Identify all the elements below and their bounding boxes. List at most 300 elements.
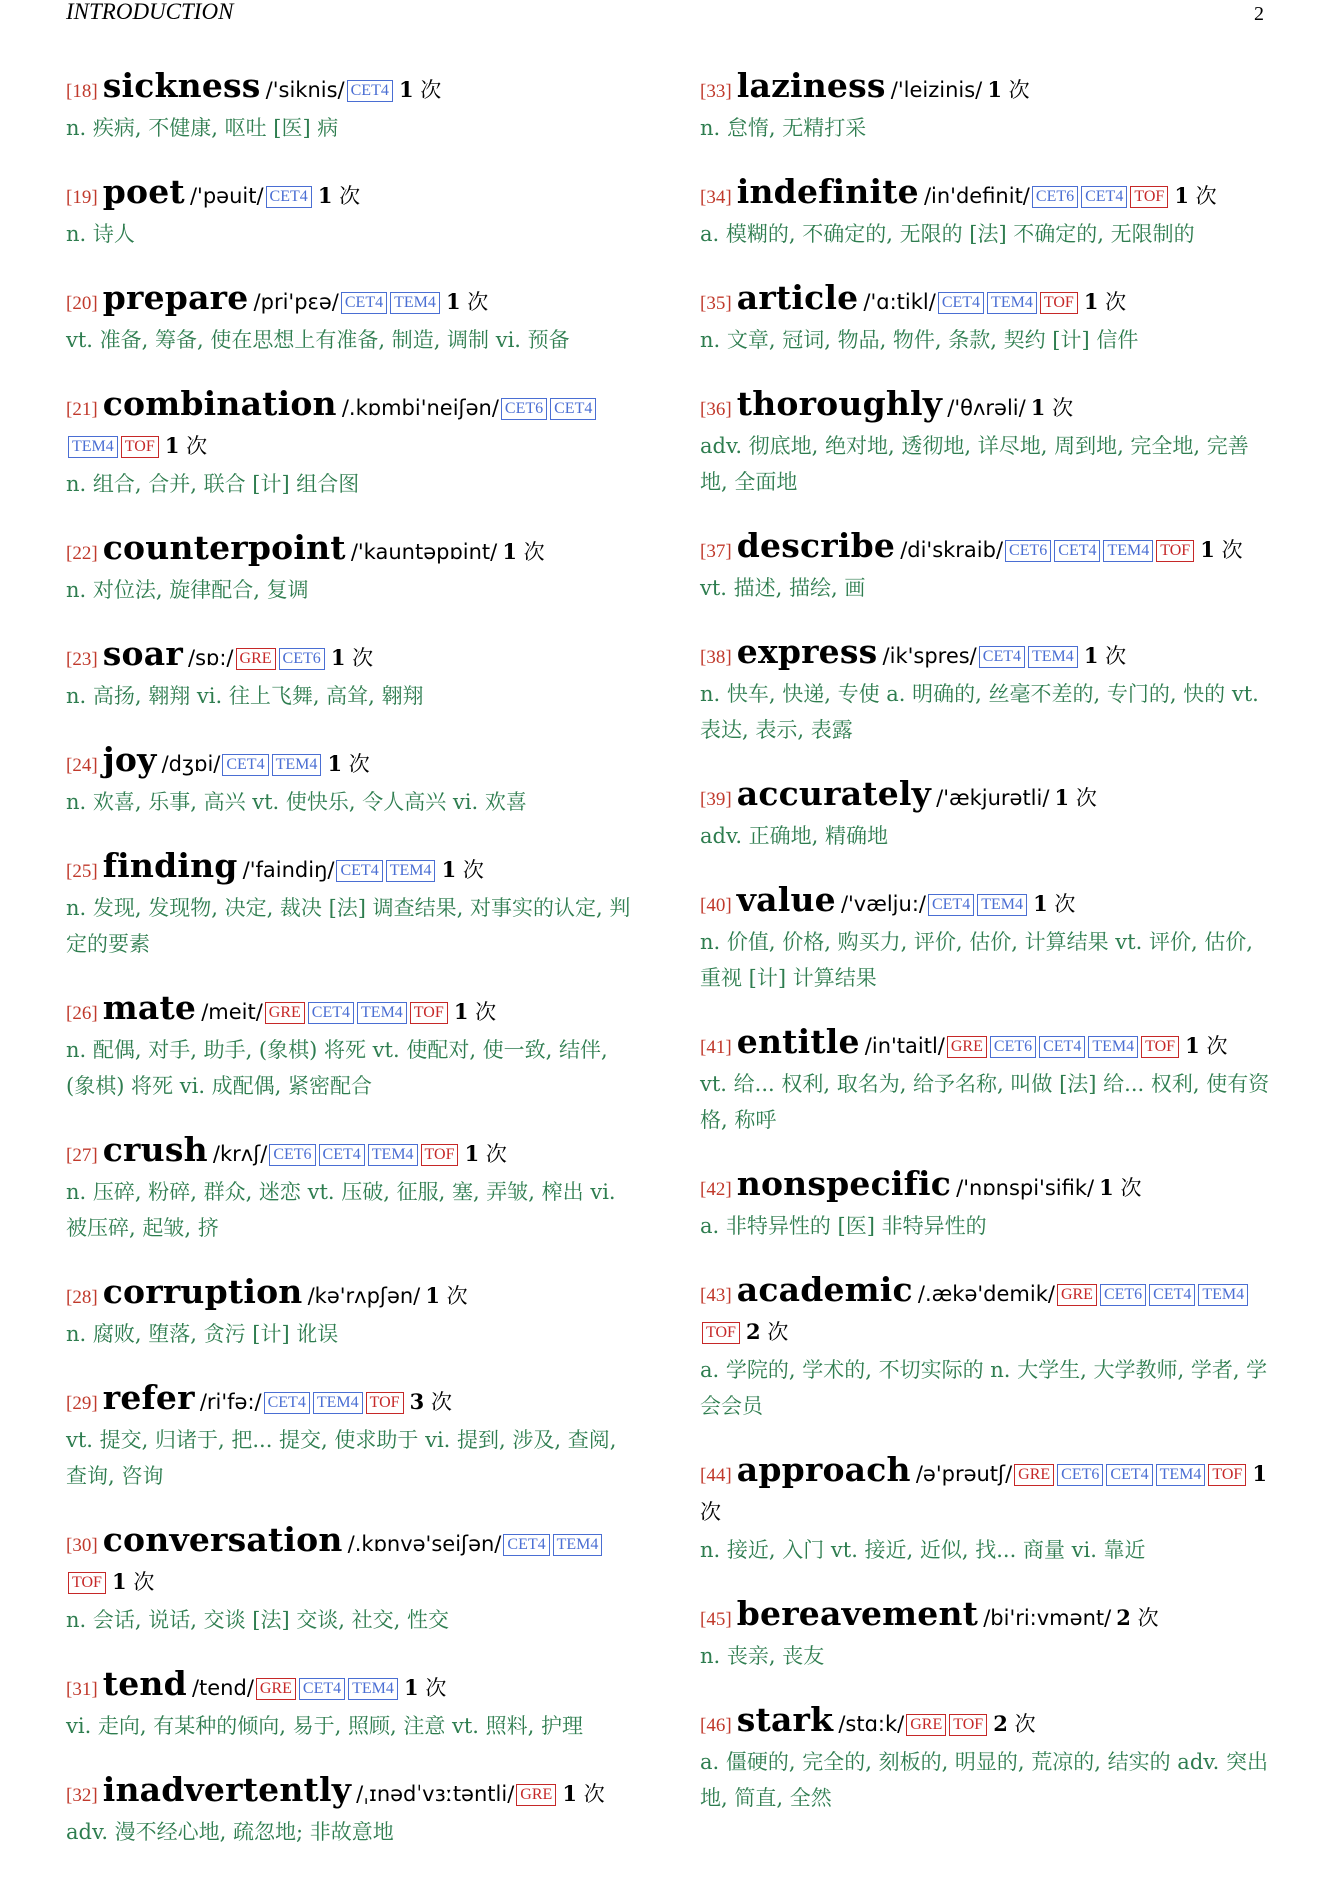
exam-tag: TOF [1208, 1464, 1246, 1486]
entry-number: [42] [700, 1179, 732, 1200]
count-number: 1 [1083, 643, 1099, 668]
exam-tag: TOF [1156, 540, 1194, 562]
exam-tag: TEM4 [977, 894, 1027, 916]
pronunciation: /'ɑ:tikl/ [863, 290, 936, 314]
exam-tag: CET6 [1057, 1464, 1103, 1486]
exam-tag: CET6 [1100, 1284, 1146, 1306]
headword: corruption [102, 1272, 303, 1311]
entry-number: [18] [66, 81, 98, 102]
headword: article [736, 278, 859, 317]
headword: inadvertently [102, 1770, 352, 1809]
exam-tag: CET6 [501, 398, 547, 420]
definition: n. 价值, 价格, 购买力, 评价, 估价, 计算结果 vt. 评价, 估价, 重视 [计] 计算结果 [700, 930, 1253, 990]
frequency-count [1084, 644, 1126, 668]
count-unit: 次 [420, 78, 442, 102]
count-number: 1 [1185, 1033, 1200, 1058]
frequency-count [1185, 1034, 1227, 1058]
count-number: 2 [1116, 1605, 1131, 1630]
entry-headline [66, 280, 634, 322]
frequency-count [327, 752, 369, 776]
count-number: 1 [398, 77, 414, 102]
exam-tag: TEM4 [272, 754, 322, 776]
entry-headline [700, 174, 1272, 216]
pronunciation: /'leizinis/ [890, 78, 983, 102]
count-unit: 次 [700, 1500, 721, 1524]
headword: crush [102, 1130, 208, 1169]
entry-headline [700, 1272, 1272, 1352]
exam-tag: CET4 [341, 292, 387, 314]
word-entry [700, 68, 1272, 146]
headword: sickness [102, 66, 261, 105]
entry-number: [44] [700, 1465, 732, 1486]
definition: n. 组合, 合并, 联合 [计] 组合图 [66, 472, 360, 496]
definition: n. 文章, 冠词, 物品, 物件, 条款, 契约 [计] 信件 [700, 328, 1139, 352]
frequency-count [404, 1676, 446, 1700]
count-unit: 次 [475, 1000, 497, 1024]
word-entry [700, 1166, 1272, 1244]
entry-number: [24] [66, 755, 98, 776]
exam-tag: CET4 [336, 860, 382, 882]
definition: a. 模糊的, 不确定的, 无限的 [法] 不确定的, 无限制的 [700, 222, 1195, 246]
count-unit: 次 [523, 540, 545, 564]
definition: vt. 给... 权利, 取名为, 给予名称, 叫做 [法] 给... 权利, 使有资格, 称呼 [700, 1072, 1270, 1132]
word-entry [66, 636, 634, 714]
exam-tag: TOF [121, 436, 159, 458]
word-entry [66, 990, 634, 1104]
entry-headline [700, 882, 1272, 924]
entry-headline [700, 1166, 1272, 1208]
pronunciation: /in'taitl/ [864, 1034, 945, 1058]
entry-number: [20] [66, 293, 98, 314]
entry-headline [66, 1522, 634, 1602]
exam-tag: TEM4 [68, 436, 118, 458]
exam-tag: CET4 [1054, 540, 1100, 562]
exam-tag: GRE [1057, 1284, 1097, 1306]
entry-number: [23] [66, 649, 98, 670]
entry-headline [700, 1452, 1272, 1532]
entry-headline [700, 68, 1272, 110]
word-entry [700, 1024, 1272, 1138]
definition: n. 欢喜, 乐事, 高兴 vt. 使快乐, 令人高兴 vi. 欢喜 [66, 790, 527, 814]
frequency-count [1099, 1176, 1141, 1200]
word-entry [700, 1596, 1272, 1674]
count-number: 1 [464, 1141, 480, 1166]
frequency-count [562, 1782, 604, 1806]
page-header [66, 0, 1264, 28]
pronunciation: /ˌɪnədˈvɜːtəntli/ [356, 1782, 515, 1806]
frequency-count [993, 1712, 1035, 1736]
exam-tag: CET6 [1032, 186, 1078, 208]
entry-number: [46] [700, 1715, 732, 1736]
count-number: 1 [502, 539, 517, 564]
definition: n. 接近, 入门 vt. 接近, 近似, 找... 商量 vi. 靠近 [700, 1538, 1146, 1562]
count-number: 1 [441, 857, 457, 882]
definition: vi. 走向, 有某种的倾向, 易于, 照顾, 注意 vt. 照料, 护理 [66, 1714, 584, 1738]
word-entry [700, 280, 1272, 358]
definition: adv. 漫不经心地, 疏忽地; 非故意地 [66, 1820, 394, 1844]
definition: n. 丧亲, 丧友 [700, 1644, 825, 1668]
exam-tag: TEM4 [987, 292, 1037, 314]
count-number: 1 [1174, 183, 1189, 208]
count-unit: 次 [485, 1142, 507, 1166]
section-title: INTRODUCTION [66, 0, 234, 24]
entry-number: [22] [66, 543, 98, 564]
count-unit: 次 [1120, 1176, 1142, 1200]
word-entry [66, 68, 634, 146]
entry-number: [27] [66, 1145, 98, 1166]
word-entry [700, 1452, 1272, 1568]
entry-headline [66, 848, 634, 890]
exam-tag: CET4 [1081, 186, 1127, 208]
entry-headline [66, 174, 634, 216]
definition: n. 怠惰, 无精打采 [700, 116, 867, 140]
count-unit: 次 [133, 1570, 155, 1594]
word-entry [700, 528, 1272, 606]
count-number: 2 [993, 1711, 1008, 1736]
word-entry [66, 280, 634, 358]
exam-tag: CET4 [347, 80, 393, 102]
frequency-count [987, 78, 1029, 102]
entry-number: [38] [700, 647, 732, 668]
pronunciation: /ri'fə:/ [199, 1390, 262, 1414]
exam-tag: GRE [1014, 1464, 1054, 1486]
exam-tag: TEM4 [357, 1002, 407, 1024]
definition: n. 腐败, 堕落, 贪污 [计] 讹误 [66, 1322, 339, 1346]
entry-headline [66, 742, 634, 784]
headword: conversation [102, 1520, 343, 1559]
pronunciation: /.kɒmbi'neiʃən/ [341, 396, 499, 420]
pronunciation: /'nɒnspi'sifik/ [956, 1176, 1095, 1200]
entry-number: [28] [66, 1287, 98, 1308]
definition: n. 疾病, 不健康, 呕吐 [医] 病 [66, 116, 339, 140]
frequency-count [410, 1390, 452, 1414]
entry-headline [66, 1772, 634, 1814]
entry-number: [21] [66, 399, 98, 420]
count-unit: 次 [430, 1390, 452, 1414]
frequency-count [1174, 184, 1216, 208]
headword: indefinite [736, 172, 919, 211]
exam-tag: CET6 [990, 1036, 1036, 1058]
pronunciation: /dʒɒi/ [161, 752, 221, 776]
word-entry [700, 386, 1272, 500]
headword: finding [102, 846, 238, 885]
headword: value [736, 880, 836, 919]
word-entry [66, 1522, 634, 1638]
exam-tag: TOF [949, 1714, 987, 1736]
entry-headline [66, 990, 634, 1032]
pronunciation: /tend/ [191, 1676, 254, 1700]
entry-headline [700, 386, 1272, 428]
entry-number: [35] [700, 293, 732, 314]
right-column [700, 68, 1272, 1844]
exam-tag: TEM4 [1198, 1284, 1248, 1306]
frequency-count [1200, 538, 1242, 562]
headword: soar [102, 634, 183, 673]
count-unit: 次 [425, 1676, 447, 1700]
count-unit: 次 [1221, 538, 1243, 562]
pronunciation: /krʌʃ/ [212, 1142, 268, 1166]
definition: adv. 正确地, 精确地 [700, 824, 889, 848]
count-number: 1 [425, 1283, 440, 1308]
word-entry [66, 1666, 634, 1744]
entry-headline [66, 636, 634, 678]
headword: express [736, 632, 878, 671]
definition: vt. 提交, 归诸于, 把... 提交, 使求助于 vi. 提到, 涉及, 查阅, 查询, 咨询 [66, 1428, 617, 1488]
word-entry [66, 1274, 634, 1352]
definition: n. 发现, 发现物, 决定, 裁决 [法] 调查结果, 对事实的认定, 判定的要素 [66, 896, 631, 956]
count-number: 1 [987, 77, 1002, 102]
count-unit: 次 [352, 646, 374, 670]
exam-tag: GRE [906, 1714, 946, 1736]
exam-tag: CET4 [299, 1678, 345, 1700]
word-entry [700, 776, 1272, 854]
count-number: 1 [1033, 891, 1048, 916]
frequency-count [1033, 892, 1075, 916]
pronunciation: /di'skraib/ [900, 538, 1004, 562]
definition: vt. 准备, 筹备, 使在思想上有准备, 制造, 调制 vi. 预备 [66, 328, 570, 352]
frequency-count [1031, 396, 1073, 420]
exam-tag: TEM4 [348, 1678, 398, 1700]
definition: a. 非特异性的 [医] 非特异性的 [700, 1214, 987, 1238]
frequency-count [425, 1284, 467, 1308]
headword: counterpoint [102, 528, 346, 567]
entry-number: [32] [66, 1785, 98, 1806]
exam-tag: TEM4 [390, 292, 440, 314]
entry-headline [66, 1380, 634, 1422]
exam-tag: GRE [265, 1002, 305, 1024]
entry-number: [19] [66, 187, 98, 208]
count-number: 1 [1054, 785, 1070, 810]
count-unit: 次 [1137, 1606, 1159, 1630]
frequency-count [318, 184, 360, 208]
exam-tag: CET6 [269, 1144, 315, 1166]
exam-tag: CET4 [319, 1144, 365, 1166]
count-number: 1 [112, 1569, 127, 1594]
headword: accurately [736, 774, 932, 813]
entry-number: [26] [66, 1003, 98, 1024]
entry-number: [45] [700, 1609, 732, 1630]
exam-tag: CET4 [266, 186, 312, 208]
exam-tag: TEM4 [313, 1392, 363, 1414]
headword: describe [736, 526, 896, 565]
page-number: 2 [1254, 3, 1264, 25]
exam-tag: CET6 [1005, 540, 1051, 562]
word-entry [66, 742, 634, 820]
frequency-count [165, 434, 207, 458]
count-number: 1 [317, 183, 333, 208]
exam-tag: GRE [516, 1784, 556, 1806]
exam-tag: CET4 [503, 1534, 549, 1556]
count-unit: 次 [767, 1320, 789, 1344]
pronunciation: /ə'prəutʃ/ [915, 1462, 1013, 1486]
count-unit: 次 [1195, 184, 1217, 208]
word-entry [700, 882, 1272, 996]
pronunciation: /'ækjurətli/ [936, 786, 1050, 810]
count-unit: 次 [1075, 786, 1097, 810]
count-unit: 次 [446, 1284, 468, 1308]
frequency-count [1084, 290, 1126, 314]
exam-tag: CET6 [279, 648, 325, 670]
count-number: 1 [562, 1781, 577, 1806]
word-entry [66, 1380, 634, 1494]
count-number: 1 [1200, 537, 1215, 562]
entry-number: [34] [700, 187, 732, 208]
exam-tag: GRE [236, 648, 276, 670]
entry-number: [37] [700, 541, 732, 562]
exam-tag: CET4 [1106, 1464, 1152, 1486]
entry-number: [39] [700, 789, 732, 810]
headword: poet [102, 172, 185, 211]
count-unit: 次 [467, 290, 489, 314]
definition: adv. 彻底地, 绝对地, 透彻地, 详尽地, 周到地, 完全地, 完善地, 全面地 [700, 434, 1249, 494]
count-number: 1 [1030, 395, 1046, 420]
exam-tag: CET4 [1039, 1036, 1085, 1058]
count-number: 1 [327, 751, 343, 776]
definition: n. 快车, 快递, 专使 a. 明确的, 丝毫不差的, 专门的, 快的 vt. 表达, 表示, 表露 [700, 682, 1259, 742]
exam-tag: CET4 [928, 894, 974, 916]
pronunciation: /in'definit/ [923, 184, 1030, 208]
pronunciation: /'faindiŋ/ [242, 858, 335, 882]
frequency-count [112, 1570, 154, 1594]
count-unit: 次 [1052, 396, 1074, 420]
count-unit: 次 [1206, 1034, 1228, 1058]
definition: a. 僵硬的, 完全的, 刻板的, 明显的, 荒凉的, 结实的 adv. 突出地, 简直, 全然 [700, 1750, 1268, 1810]
exam-tag: TOF [410, 1002, 448, 1024]
pronunciation: /'siknis/ [265, 78, 345, 102]
exam-tag: TOF [421, 1144, 459, 1166]
pronunciation: /'kauntəpɒint/ [350, 540, 498, 564]
definition: n. 诗人 [66, 222, 135, 246]
count-number: 1 [453, 999, 469, 1024]
exam-tag: TOF [1141, 1036, 1179, 1058]
exam-tag: TEM4 [1028, 646, 1078, 668]
exam-tag: TEM4 [1103, 540, 1153, 562]
headword: bereavement [736, 1594, 979, 1633]
frequency-count [446, 290, 488, 314]
exam-tag: TOF [702, 1322, 740, 1344]
exam-tag: TOF [1130, 186, 1168, 208]
entry-headline [66, 1274, 634, 1316]
definition: n. 配偶, 对手, 助手, (象棋) 将死 vt. 使配对, 使一致, 结伴, (象棋) 将死 vi. 成配偶, 紧密配合 [66, 1038, 608, 1098]
exam-tag: GRE [947, 1036, 987, 1058]
entry-number: [41] [700, 1037, 732, 1058]
pronunciation: /'pəuit/ [189, 184, 264, 208]
word-entry [66, 530, 634, 608]
entry-headline [66, 530, 634, 572]
pronunciation: /'vælju:/ [840, 892, 926, 916]
count-unit: 次 [462, 858, 484, 882]
word-entry [66, 174, 634, 252]
exam-tag: TEM4 [386, 860, 436, 882]
pronunciation: /sɒ:/ [188, 646, 234, 670]
entry-number: [30] [66, 1535, 98, 1556]
word-entry [700, 634, 1272, 748]
word-entry [700, 174, 1272, 252]
pronunciation: /ik'spres/ [882, 644, 977, 668]
exam-tag: CET4 [1149, 1284, 1195, 1306]
word-entry [66, 386, 634, 502]
frequency-count [399, 78, 441, 102]
word-entry [66, 1132, 634, 1246]
exam-tag: CET4 [938, 292, 984, 314]
count-number: 1 [1252, 1461, 1268, 1486]
headword: stark [736, 1700, 834, 1739]
count-unit: 次 [583, 1782, 605, 1806]
entry-headline [700, 1702, 1272, 1744]
exam-tag: TEM4 [1156, 1464, 1206, 1486]
entry-number: [40] [700, 895, 732, 916]
entry-headline [66, 68, 634, 110]
pronunciation: /.ækə'demik/ [917, 1282, 1055, 1306]
headword: approach [736, 1450, 911, 1489]
exam-tag: TOF [1040, 292, 1078, 314]
exam-tag: CET4 [979, 646, 1025, 668]
count-unit: 次 [1105, 644, 1127, 668]
count-unit: 次 [339, 184, 361, 208]
entry-headline [66, 1132, 634, 1174]
word-entry [700, 1272, 1272, 1424]
exam-tag: CET4 [308, 1002, 354, 1024]
entry-headline [700, 280, 1272, 322]
entry-headline [66, 386, 634, 466]
count-unit: 次 [1105, 290, 1127, 314]
definition: a. 学院的, 学术的, 不切实际的 n. 大学生, 大学教师, 学者, 学会会员 [700, 1358, 1268, 1418]
headword: entitle [736, 1022, 860, 1061]
entry-headline [700, 528, 1272, 570]
definition: n. 高扬, 翱翔 vi. 往上飞舞, 高耸, 翱翔 [66, 684, 424, 708]
pronunciation: /.kɒnvə'seiʃən/ [347, 1532, 502, 1556]
count-number: 1 [164, 433, 180, 458]
frequency-count [1116, 1606, 1158, 1630]
entry-headline [700, 634, 1272, 676]
entry-headline [700, 1024, 1272, 1066]
headword: refer [102, 1378, 195, 1417]
pronunciation: /bi'ri:vmənt/ [983, 1606, 1112, 1630]
pronunciation: /meit/ [201, 1000, 263, 1024]
count-number: 1 [445, 289, 461, 314]
word-entry [700, 1702, 1272, 1816]
headword: tend [102, 1664, 187, 1703]
exam-tag: CET4 [222, 754, 268, 776]
entry-headline [700, 1596, 1272, 1638]
headword: mate [102, 988, 197, 1027]
count-unit: 次 [1014, 1712, 1036, 1736]
frequency-count [502, 540, 544, 564]
headword: joy [102, 740, 157, 779]
pronunciation: /kə'rʌpʃən/ [307, 1284, 421, 1308]
exam-tag: TEM4 [368, 1144, 418, 1166]
frequency-count [1055, 786, 1097, 810]
frequency-count [442, 858, 484, 882]
exam-tag: CET4 [550, 398, 596, 420]
headword: combination [102, 384, 337, 423]
count-unit: 次 [186, 434, 208, 458]
definition: n. 对位法, 旋律配合, 复调 [66, 578, 309, 602]
frequency-count [465, 1142, 507, 1166]
entry-number: [29] [66, 1393, 98, 1414]
definition: n. 压碎, 粉碎, 群众, 迷恋 vt. 压破, 征服, 塞, 弄皱, 榨出 vi. 被压碎, 起皱, 挤 [66, 1180, 616, 1240]
exam-tag: TOF [68, 1572, 106, 1594]
headword: thoroughly [736, 384, 943, 423]
count-number: 2 [746, 1319, 761, 1344]
word-entry [66, 1772, 634, 1850]
definition: n. 会话, 说话, 交谈 [法] 交谈, 社交, 性交 [66, 1608, 450, 1632]
exam-tag: TOF [366, 1392, 404, 1414]
entry-number: [33] [700, 81, 732, 102]
entry-number: [43] [700, 1285, 732, 1306]
entry-headline [700, 776, 1272, 818]
definition: vt. 描述, 描绘, 画 [700, 576, 866, 600]
